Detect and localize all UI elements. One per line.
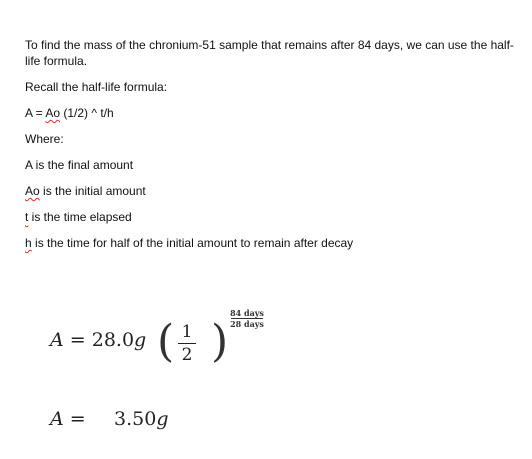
result-value xyxy=(114,408,168,430)
definition-half-life xyxy=(25,235,353,251)
initial-mass: 28.0 xyxy=(91,329,135,351)
fraction-bar xyxy=(178,343,196,344)
fraction-denominator: 2 xyxy=(181,345,193,365)
fraction-one-half xyxy=(176,322,198,365)
exponent-numerator: 84 days xyxy=(230,308,264,318)
definition-text: is the initial amount xyxy=(39,184,146,198)
variable-a: A xyxy=(50,408,64,430)
equals-sign: = xyxy=(63,408,86,430)
recall-line: Recall the half-life formula: xyxy=(25,80,168,94)
intro-paragraph: To find the mass of the chronium-51 sample that remains after 84 days, we can use the half-life formula. xyxy=(25,38,514,68)
definition-term: t xyxy=(25,210,29,224)
formula-ao: Ao xyxy=(45,106,61,120)
definition-final-amount xyxy=(25,157,133,173)
definition-initial-amount xyxy=(25,183,146,199)
equation-result xyxy=(50,408,220,436)
variable-a: A xyxy=(50,329,64,351)
left-parenthesis: ( xyxy=(157,316,175,367)
equals-sign: = xyxy=(63,329,92,351)
half-life-formula xyxy=(25,105,114,121)
equation-substitution xyxy=(50,300,264,380)
equation-lhs xyxy=(50,329,146,351)
exponent-fraction xyxy=(229,308,265,329)
definition-time-elapsed xyxy=(25,209,132,225)
mass-unit: g xyxy=(134,329,147,351)
formula-prefix: A = xyxy=(25,106,46,120)
formula-suffix: (1/2) ^ t/h xyxy=(60,106,114,120)
result-unit: g xyxy=(156,408,169,430)
exponent-denominator: 28 days xyxy=(230,319,264,329)
result-lhs xyxy=(50,408,86,430)
right-parenthesis: ) xyxy=(211,316,229,367)
where-label: Where: xyxy=(25,132,64,146)
definition-text: is the time elapsed xyxy=(28,210,132,224)
fraction-numerator: 1 xyxy=(181,322,193,342)
definition-text: A is the final amount xyxy=(25,158,134,172)
definition-term: Ao xyxy=(25,184,40,198)
definition-term: h xyxy=(25,236,32,250)
result-number: 3.50 xyxy=(114,408,157,430)
definition-text: is the time for half of the initial amount to remain after decay xyxy=(31,236,354,250)
